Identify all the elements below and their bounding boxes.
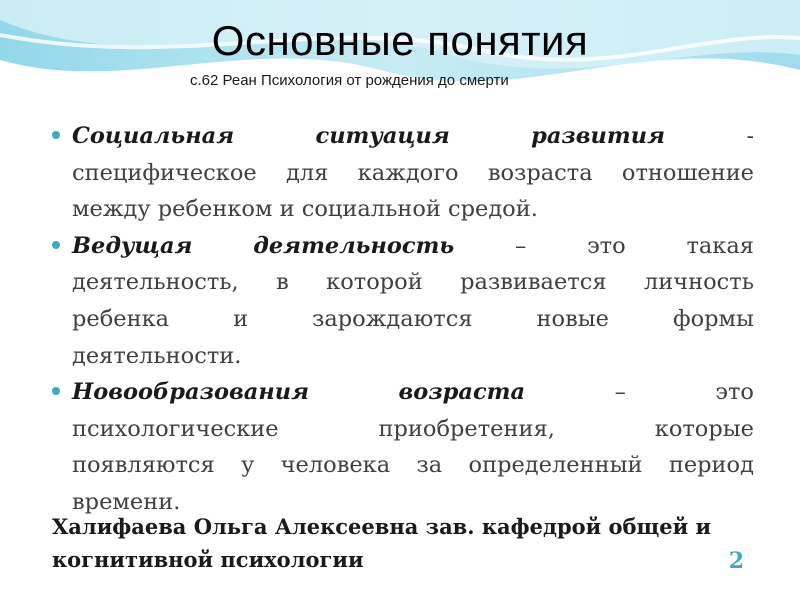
word: такая [686, 232, 754, 259]
word: за [416, 452, 443, 479]
term-word: развития [531, 123, 665, 149]
word: у [241, 452, 255, 479]
author-credit [52, 510, 772, 576]
word: деятельность, [72, 269, 239, 296]
bullet-dot-icon [52, 387, 60, 395]
word: это [587, 232, 626, 259]
word: специфическое [72, 159, 257, 186]
word: зарождаются [312, 305, 473, 332]
word: формы [673, 305, 754, 332]
word: развивается [460, 269, 607, 296]
text-line [72, 374, 754, 411]
word: человека [280, 452, 391, 479]
slide-title: Основные понятия [211, 17, 589, 64]
term-word: ситуация [315, 123, 450, 149]
word: ребенка [72, 305, 170, 332]
term-word: Новообразования [72, 379, 310, 406]
word: личность [643, 269, 754, 296]
word: и [233, 305, 249, 332]
text-line [72, 338, 754, 375]
word: между ребенком и социальной средой. [72, 196, 538, 223]
text-line [72, 191, 754, 228]
bullet-item-age-neoformations [48, 374, 754, 520]
word: – [515, 232, 527, 259]
word: для [286, 159, 329, 186]
author-line-2: когнитивной психологии [52, 547, 364, 572]
bullet-item-leading-activity [48, 228, 754, 374]
word: возраста [487, 159, 593, 186]
word: приобретения, [378, 415, 555, 442]
word: в [276, 269, 289, 296]
text-line [72, 155, 754, 192]
bullet-item-social-situation [48, 118, 754, 228]
word: появляются [72, 452, 215, 479]
word: каждого [357, 159, 459, 186]
bullet-dot-icon [52, 241, 60, 249]
word: это [715, 379, 754, 406]
word: - [746, 123, 754, 149]
word: определенный [468, 452, 643, 479]
page-number: 2 [728, 548, 744, 574]
word: времени. [72, 488, 181, 515]
text-line [72, 411, 754, 448]
word: новые [536, 305, 609, 332]
word: – [614, 379, 626, 406]
text-line [72, 264, 754, 301]
term-word: деятельность [253, 232, 455, 259]
text-line [72, 447, 754, 484]
word: деятельности. [72, 342, 242, 369]
word: отношение [621, 159, 754, 186]
term-word: возраста [398, 379, 526, 406]
word: психологические [72, 415, 279, 442]
text-line [72, 301, 754, 338]
bullet-list [48, 118, 754, 521]
text-line [72, 228, 754, 265]
word: период [668, 452, 754, 479]
text-line [72, 118, 754, 155]
author-line-2-row [52, 543, 772, 576]
author-line-1: Халифаева Ольга Алексеевна зав. кафедрой общей и [52, 514, 712, 539]
slide-subtitle: с.62 Реан Психология от рождения до смерти [190, 72, 509, 89]
term-word: Ведущая [72, 232, 193, 259]
bullet-dot-icon [52, 131, 60, 139]
term-word: Социальная [72, 123, 235, 149]
word: которой [326, 269, 423, 296]
word: которые [654, 415, 754, 442]
